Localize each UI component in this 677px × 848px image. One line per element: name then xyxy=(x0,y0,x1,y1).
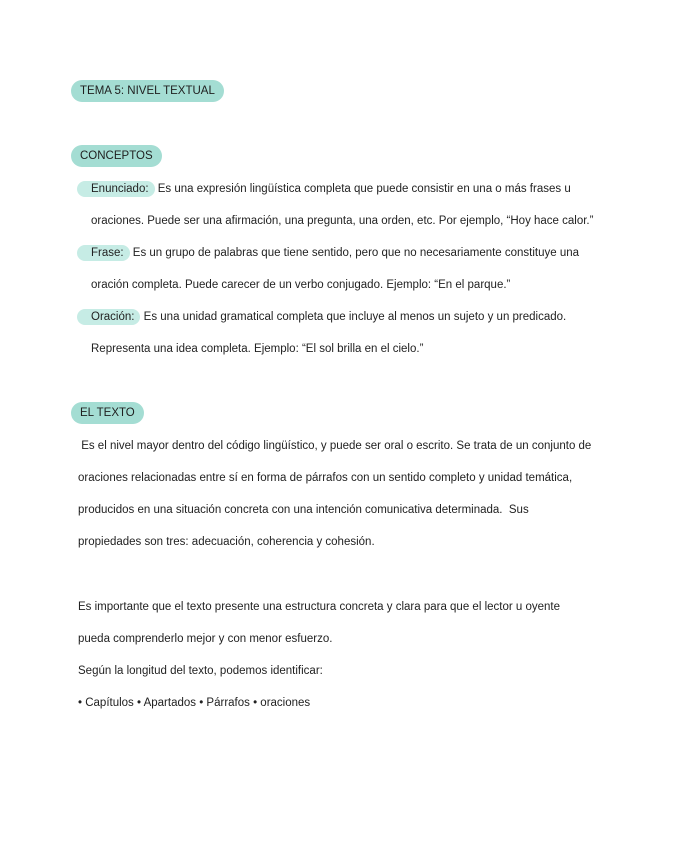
topic-title-pill xyxy=(71,80,224,102)
paragraph-line: Es importante que el texto presente una estructura concreta y clara para que el lector u oyente xyxy=(78,601,561,613)
concept-definition-line: Es un grupo de palabras que tiene sentido, pero que no necesariamente constituye una xyxy=(132,247,580,259)
el-texto-heading: EL TEXTO xyxy=(80,407,135,419)
concept-definition-line: Es una unidad gramatical completa que incluye al menos un sujeto y un predicado. xyxy=(143,311,567,323)
paragraph-line: oraciones relacionadas entre sí en forma de párrafos con un sentido completo y unidad temática, xyxy=(78,472,573,484)
paragraph-line: producidos en una situación concreta con una intención comunicativa determinada. Sus xyxy=(78,504,529,516)
concept-definition-line: Representa una idea completa. Ejemplo: “El sol brilla en el cielo.” xyxy=(91,343,424,355)
concept-definition-line: oración completa. Puede carecer de un verbo conjugado. Ejemplo: “En el parque.” xyxy=(91,279,511,291)
concept-definition-line: Es una expresión lingüística completa que puede consistir en una o más frases u xyxy=(157,183,571,195)
concept-term: Enunciado: xyxy=(77,181,155,197)
text-units-list: • Capítulos • Apartados • Párrafos • oraciones xyxy=(78,697,311,709)
paragraph-line: Es el nivel mayor dentro del código lingüístico, y puede ser oral o escrito. Se trata de un conjunto de xyxy=(78,440,592,452)
conceptos-heading: CONCEPTOS xyxy=(80,150,153,162)
paragraph-line: propiedades son tres: adecuación, coherencia y cohesión. xyxy=(78,536,375,548)
concept-term: Frase: xyxy=(77,245,130,261)
el-texto-paragraph-3: Según la longitud del texto, podemos identificar: xyxy=(78,665,323,677)
concept-term: Oración: xyxy=(77,309,140,325)
paragraph-line: pueda comprenderlo mejor y con menor esfuerzo. xyxy=(78,633,333,645)
el-texto-heading-pill xyxy=(71,402,144,424)
concept-definition-line: oraciones. Puede ser una afirmación, una pregunta, una orden, etc. Por ejemplo, “Hoy hace calor.” xyxy=(91,215,594,227)
conceptos-heading-pill xyxy=(71,145,162,167)
topic-title: TEMA 5: NIVEL TEXTUAL xyxy=(80,85,215,97)
